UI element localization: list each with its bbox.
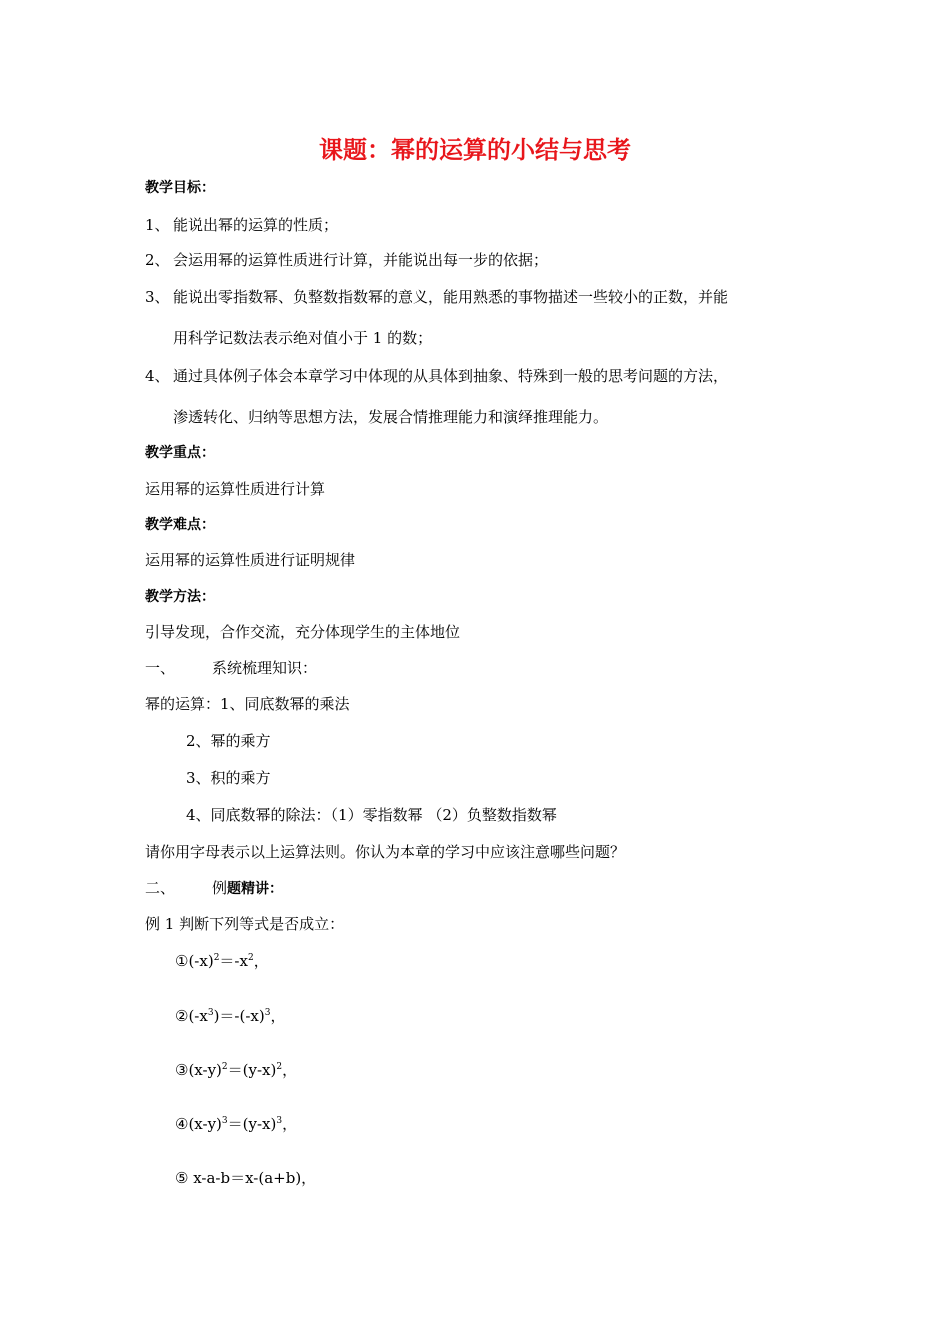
- equation-left: (x-y): [188, 1115, 222, 1133]
- objective-item-3: [145, 285, 728, 309]
- equation-4: [175, 1112, 297, 1136]
- section-title-bold: 题精讲：: [227, 881, 284, 897]
- equation-5: [175, 1166, 316, 1190]
- lesson-title: 课题：幂的运算的小结与思考: [319, 136, 631, 164]
- objective-item-4-continued: 渗透转化、归纳等思想方法，发展合情推理能力和演绎推理能力。: [173, 408, 609, 426]
- equation-end: ，: [270, 1007, 286, 1025]
- objective-number: 1、: [145, 216, 170, 234]
- exponent: 3: [207, 1008, 214, 1018]
- equation-1: [175, 949, 269, 973]
- equation-mark: ④: [175, 1115, 189, 1133]
- objective-item-1: [145, 213, 338, 237]
- equation-right: ＝(y-x): [227, 1115, 277, 1133]
- objective-item-3-continued: 用科学记数法表示绝对值小于 1 的数；: [173, 329, 433, 347]
- exponent: 3: [264, 1008, 271, 1018]
- exponent: 3: [276, 1116, 283, 1126]
- equation-text: x-a-b＝x-(a+b)，: [188, 1169, 317, 1187]
- equation-right: ＝-x: [219, 952, 248, 970]
- equation-mark: ②: [175, 1007, 189, 1025]
- section-number: 一、: [145, 659, 176, 677]
- section-title: 系统梳理知识：: [212, 659, 318, 677]
- section-1-heading: [145, 656, 317, 680]
- power-operation-item: 3、积的乘方: [186, 769, 271, 787]
- example-1-intro: 例 1 判断下列等式是否成立：: [145, 915, 345, 933]
- key-points-heading: 教学重点：: [145, 445, 215, 461]
- objective-text: 能说出零指数幂、负整数指数幂的意义，能用熟悉的事物描述一些较小的正数，并能: [173, 288, 729, 306]
- key-points-text: 运用幂的运算性质进行计算: [145, 480, 326, 498]
- equation-right: )＝-(-x): [213, 1007, 265, 1025]
- equation-2: [175, 1004, 285, 1028]
- objective-text: 会运用幂的运算性质进行计算，并能说出每一步的依据；: [173, 251, 549, 269]
- equation-end: ，: [253, 952, 269, 970]
- equation-left: (-x: [188, 1007, 208, 1025]
- methods-heading: 教学方法：: [145, 589, 215, 605]
- equation-left: (-x): [188, 952, 214, 970]
- objective-item-2: [145, 248, 548, 272]
- equation-3: [175, 1058, 297, 1082]
- section-2-heading: [145, 876, 283, 901]
- exponent: 2: [221, 1062, 228, 1072]
- exponent: 3: [221, 1116, 228, 1126]
- equation-left: (x-y): [188, 1061, 222, 1079]
- objective-text: 通过具体例子体会本章学习中体现的从具体到抽象、特殊到一般的思考问题的方法，: [173, 367, 729, 385]
- objectives-heading: 教学目标：: [145, 180, 215, 196]
- objective-item-4: [145, 364, 728, 388]
- methods-text: 引导发现，合作交流，充分体现学生的主体地位: [145, 623, 461, 641]
- section-title-plain: 例: [212, 879, 228, 897]
- objective-text: 能说出幂的运算的性质；: [173, 216, 339, 234]
- difficulties-heading: 教学难点：: [145, 517, 215, 533]
- power-operation-item: 2、幂的乘方: [186, 732, 271, 750]
- section-1-question: 请你用字母表示以上运算法则。你认为本章的学习中应该注意哪些问题？: [145, 843, 626, 861]
- equation-mark: ⑤: [175, 1169, 189, 1187]
- equation-mark: ①: [175, 952, 189, 970]
- equation-end: ，: [282, 1061, 298, 1079]
- section-number: 二、: [145, 879, 176, 897]
- exponent: 2: [213, 953, 220, 963]
- power-operations-lead: 幂的运算：1、同底数幂的乘法: [145, 695, 350, 713]
- exponent: 2: [276, 1062, 283, 1072]
- difficulties-text: 运用幂的运算性质进行证明规律: [145, 551, 356, 569]
- equation-mark: ③: [175, 1061, 189, 1079]
- objective-number: 4、: [145, 367, 170, 385]
- power-operation-item: 4、同底数幂的除法：（1）零指数幂 （2）负整数指数幂: [186, 806, 557, 824]
- objective-number: 3、: [145, 288, 170, 306]
- equation-right: ＝(y-x): [227, 1061, 277, 1079]
- equation-end: ，: [282, 1115, 298, 1133]
- objective-number: 2、: [145, 251, 170, 269]
- exponent: 2: [247, 953, 254, 963]
